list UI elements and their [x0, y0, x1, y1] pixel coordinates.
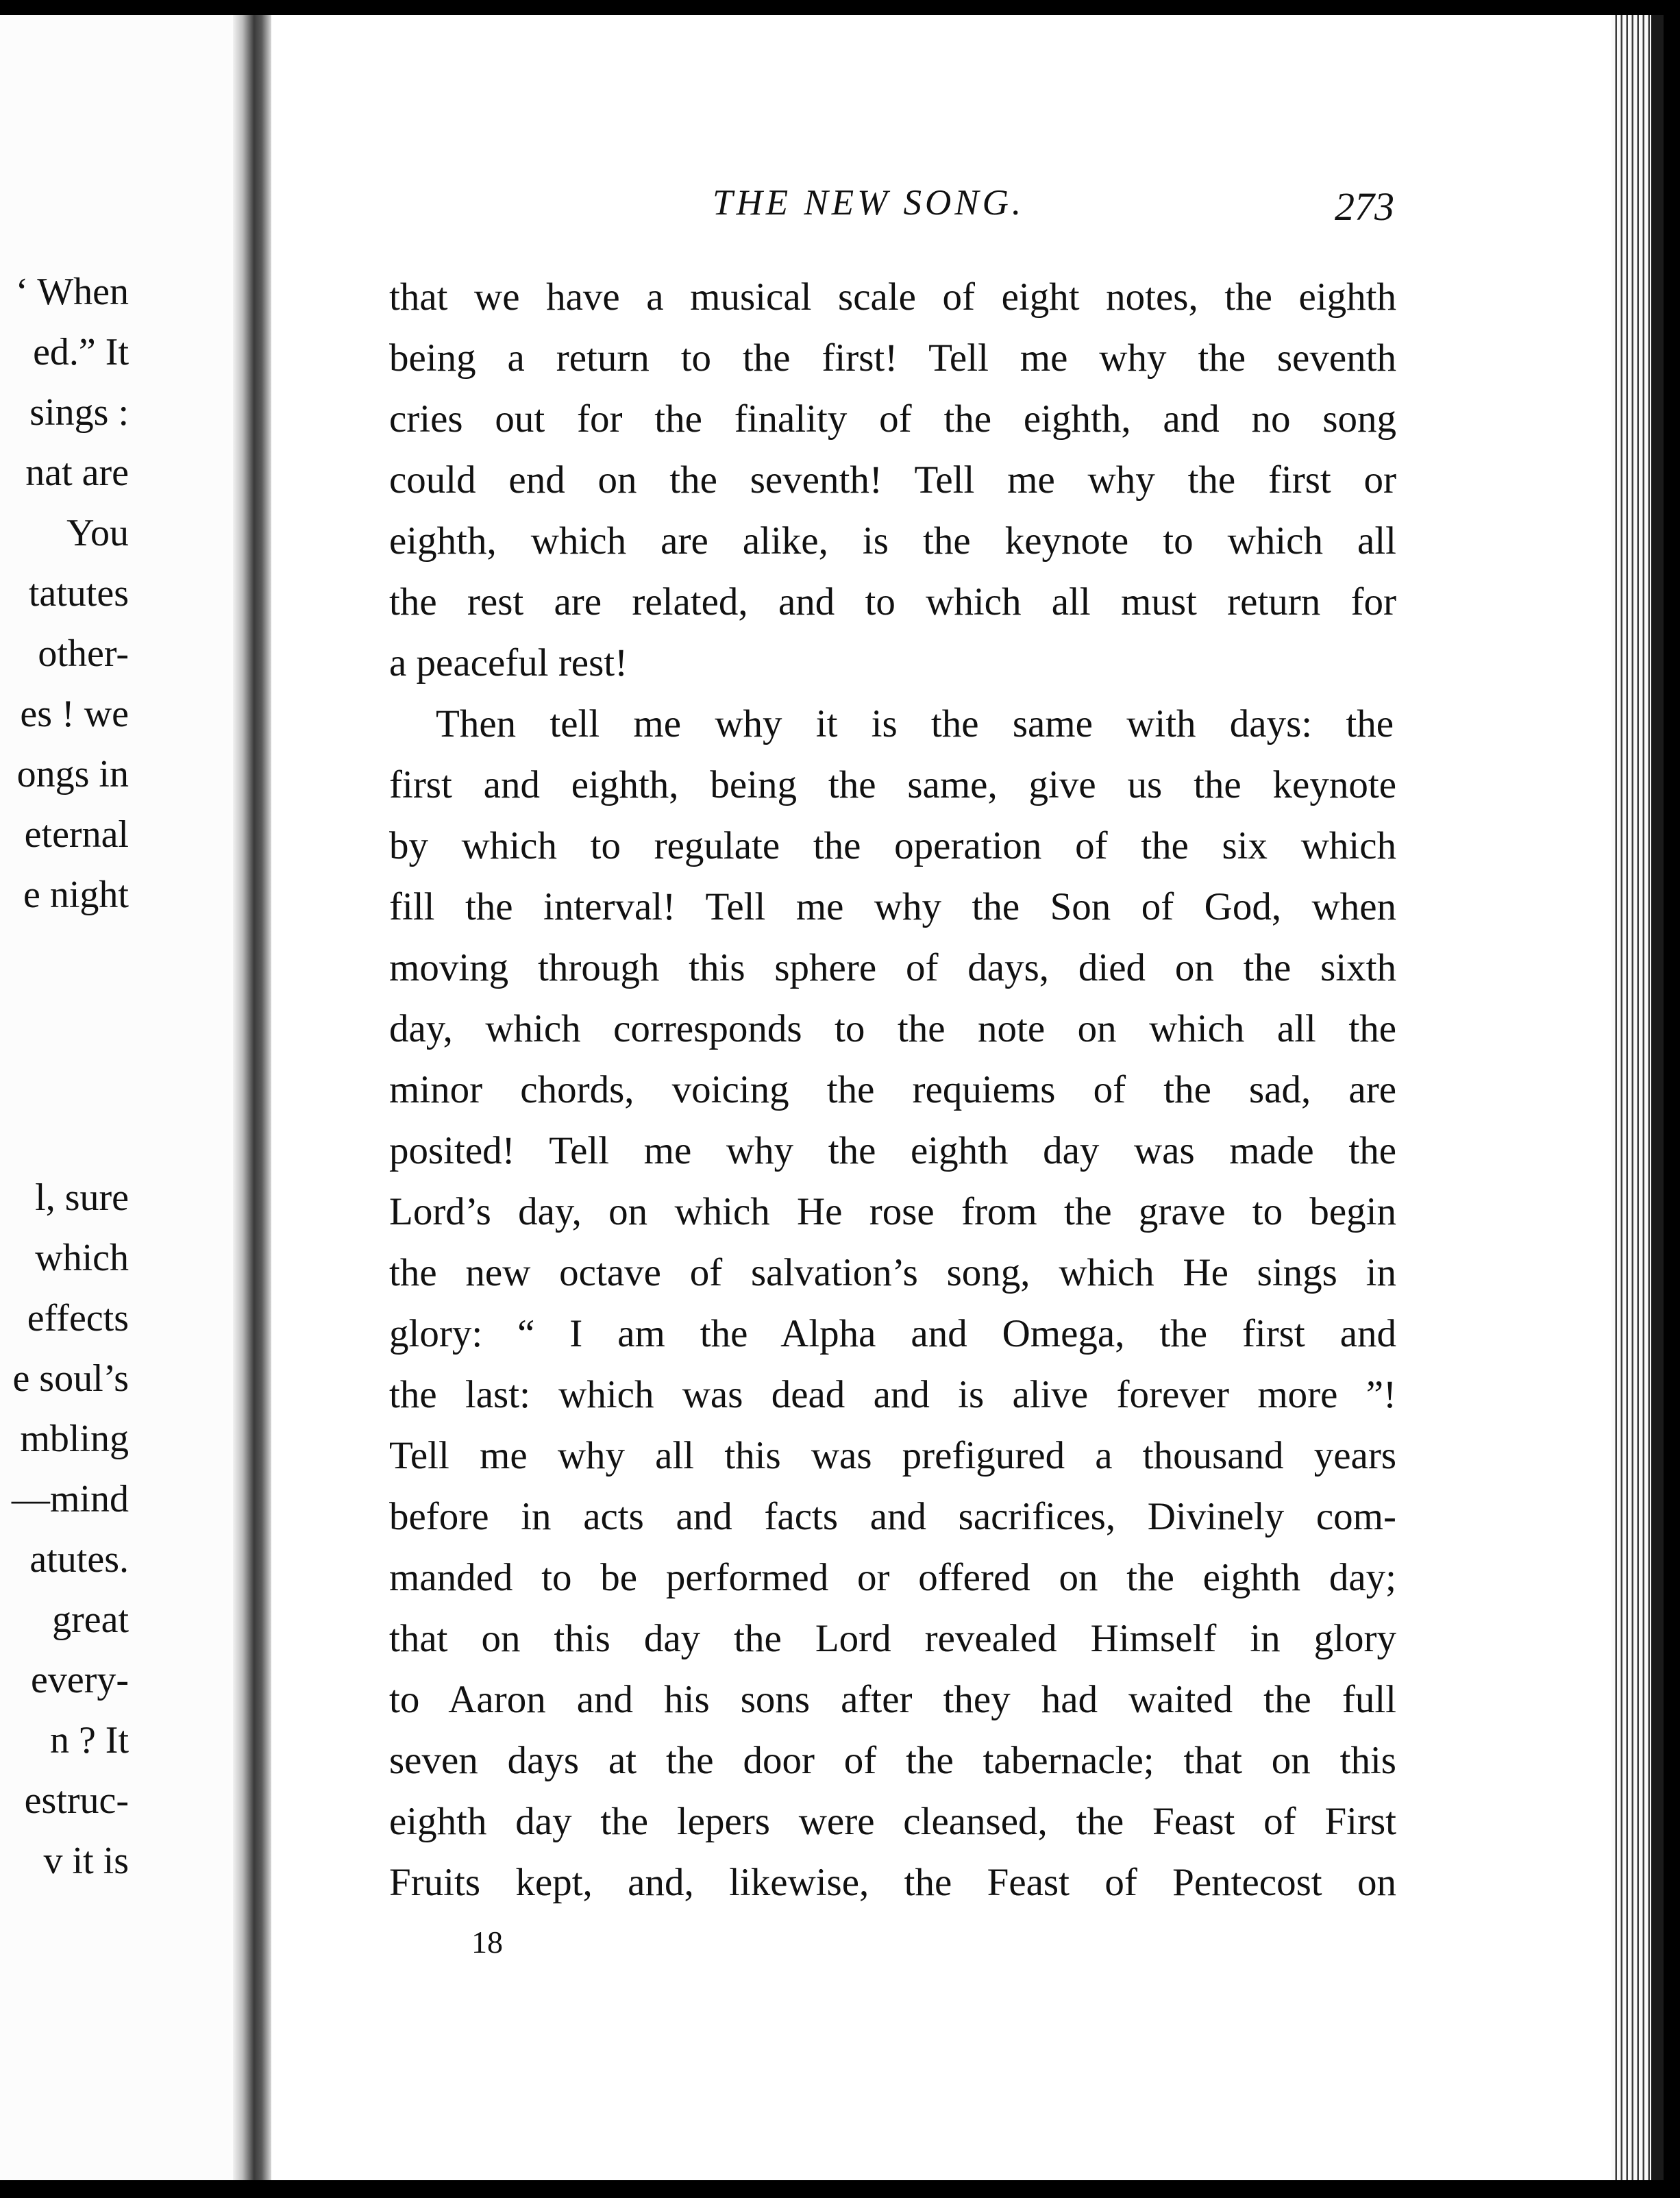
text-line-1: that we have a musical scale of eight notes, the eighth	[389, 275, 1396, 319]
left-line-6: tatutes	[28, 572, 129, 615]
left-line-21: n ? It	[49, 1719, 129, 1762]
text-line-2: being a return to the first! Tell me why the seventh	[389, 336, 1396, 380]
text-line-12: moving through this sphere of days, died on the sixth	[389, 946, 1396, 989]
text-line-25: seven days at the door of the tabernacle; that on this	[389, 1739, 1396, 1782]
left-line-7: other-	[38, 632, 129, 675]
left-line-2: ed.” It	[33, 331, 129, 373]
left-line-16: mbling	[20, 1418, 129, 1460]
left-line-12: l, sure	[35, 1176, 129, 1219]
running-head: THE NEW SONG.	[713, 183, 1025, 223]
text-line-10: by which to regulate the operation of the six which	[389, 824, 1396, 867]
left-line-19: great	[52, 1598, 129, 1641]
text-line-4: could end on the seventh! Tell me why the first or	[389, 458, 1396, 502]
left-line-10: eternal	[24, 813, 129, 856]
page-number: 273	[1335, 184, 1394, 229]
text-line-13: day, which corresponds to the note on which all the	[389, 1007, 1396, 1050]
text-line-24: to Aaron and his sons after they had waited the full	[389, 1678, 1396, 1721]
left-line-22: estruc-	[24, 1779, 129, 1822]
text-line-7: a peaceful rest!	[389, 641, 628, 684]
text-line-19: the last: which was dead and is alive forever more ”!	[389, 1373, 1396, 1416]
left-line-5: You	[66, 512, 129, 554]
left-line-8: es ! we	[20, 693, 129, 735]
text-line-8: Then tell me why it is the same with days: the	[436, 702, 1394, 745]
scan-border-top	[0, 0, 1680, 15]
text-line-17: the new octave of salvation’s song, which He sings in	[389, 1251, 1396, 1294]
left-line-1: ‘ When	[15, 271, 129, 313]
text-line-16: Lord’s day, on which He rose from the grave to begin	[389, 1190, 1396, 1233]
left-line-20: every-	[30, 1659, 129, 1701]
left-line-4: nat are	[25, 452, 129, 494]
text-line-23: that on this day the Lord revealed Himself in glory	[389, 1617, 1396, 1660]
text-line-22: manded to be performed or offered on the eighth day;	[389, 1556, 1396, 1599]
scan-border-bottom	[0, 2180, 1680, 2198]
left-line-15: e soul’s	[12, 1357, 129, 1400]
text-line-6: the rest are related, and to which all must return for	[389, 580, 1396, 623]
left-line-3: sings :	[29, 391, 129, 434]
text-line-27: Fruits kept, and, likewise, the Feast of Pentecost on	[389, 1861, 1396, 1904]
previous-page-fragment	[0, 15, 233, 2180]
text-line-3: cries out for the finality of the eighth, and no song	[389, 397, 1396, 441]
text-line-5: eighth, which are alike, is the keynote to which all	[389, 519, 1396, 563]
left-line-13: which	[35, 1237, 129, 1279]
left-line-17: —mind	[11, 1478, 129, 1520]
left-line-11: e night	[23, 874, 129, 916]
text-line-20: Tell me why all this was prefigured a thousand years	[389, 1434, 1396, 1477]
left-line-9: ongs in	[16, 753, 129, 795]
signature-mark: 18	[471, 1925, 503, 1960]
scan-border-right	[1664, 0, 1680, 2198]
text-line-15: posited! Tell me why the eighth day was made the	[389, 1129, 1396, 1172]
left-line-18: atutes.	[29, 1538, 129, 1581]
text-line-14: minor chords, voicing the requiems of the sad, are	[389, 1068, 1396, 1111]
text-line-21: before in acts and facts and sacrifices, Divinely com-	[389, 1495, 1396, 1538]
left-line-14: effects	[27, 1297, 129, 1339]
page-edges	[1611, 15, 1664, 2180]
text-line-18: glory: “ I am the Alpha and Omega, the first and	[389, 1312, 1396, 1355]
left-line-23: v it is	[43, 1840, 129, 1882]
text-line-26: eighth day the lepers were cleansed, the Feast of First	[389, 1800, 1396, 1843]
book-gutter	[233, 15, 271, 2180]
text-line-11: fill the interval! Tell me why the Son of God, when	[389, 885, 1396, 928]
text-line-9: first and eighth, being the same, give us the keynote	[389, 763, 1396, 806]
